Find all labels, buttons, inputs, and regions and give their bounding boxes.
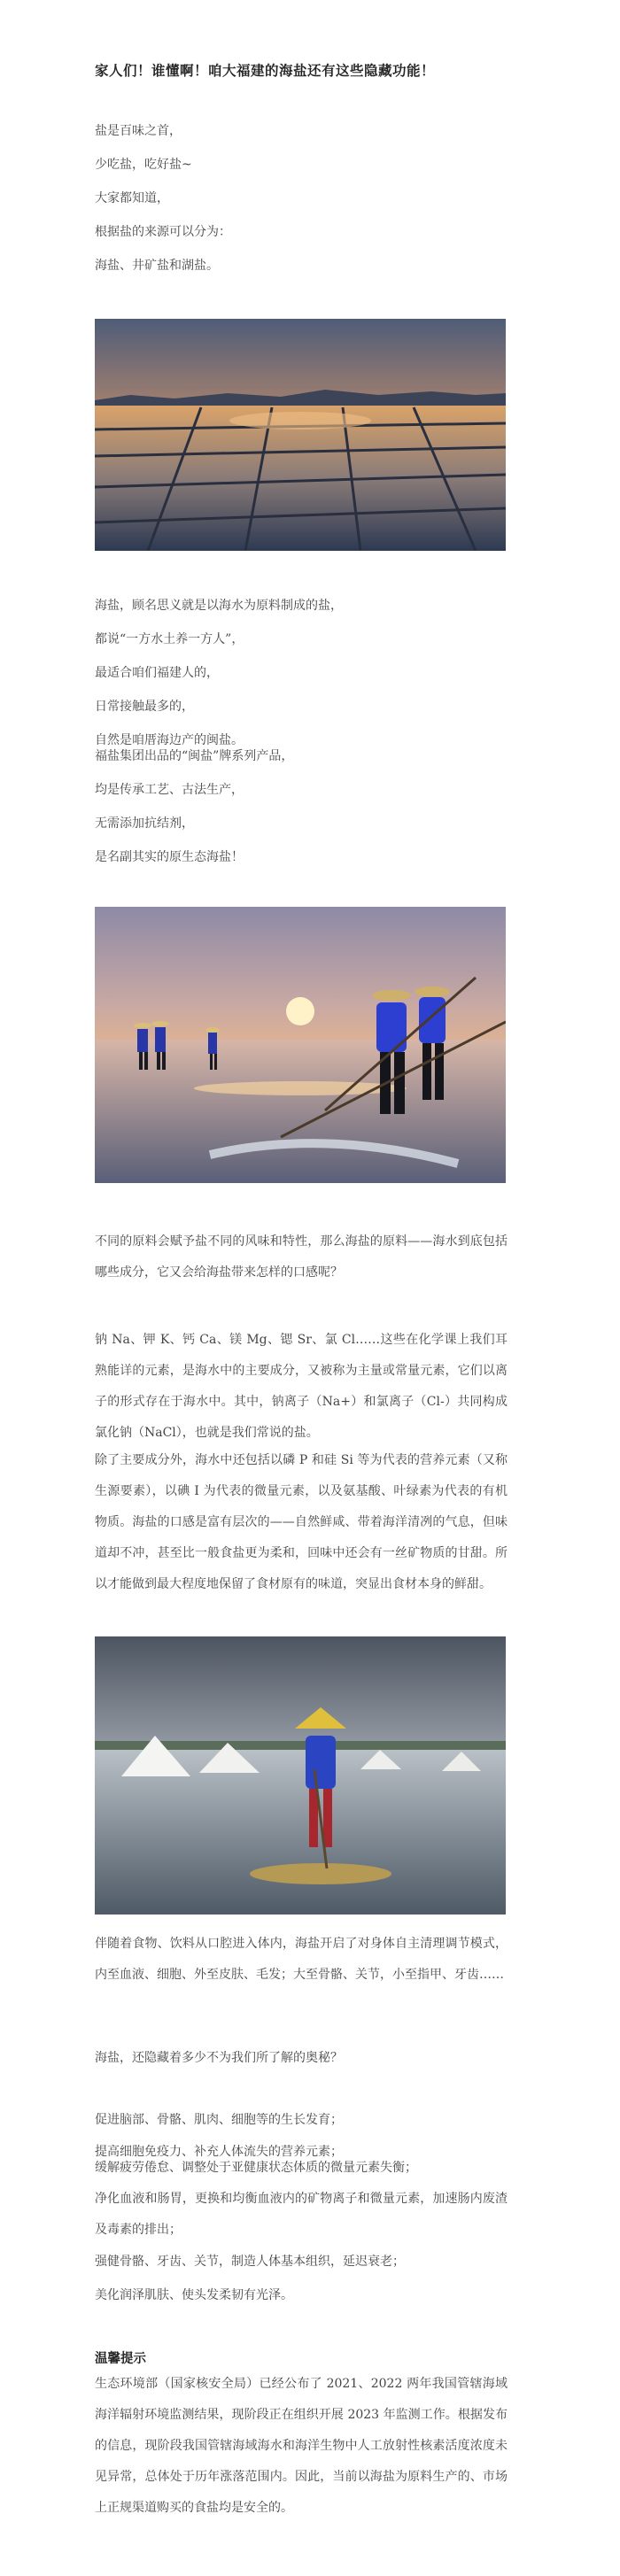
intro-line-5: 海盐、井矿盐和湖盐。 bbox=[95, 259, 219, 273]
intro-line-2: 少吃盐，吃好盐~ bbox=[95, 158, 192, 172]
benefit-item-1: 促进脑部、骨骼、肌肉、细胞等的生长发育； bbox=[95, 2113, 343, 2127]
tips-paragraph: 生态环境部（国家核安全局）已经公布了 2021、2022 两年我国管辖海域海洋辐射环境监测结果，现阶段正在组织开展 2023 年监测工作。根据发布的信息，现阶段我国管辖海域海水和海洋生物中人工放射性核素活度浓度未见异常，总体处于历年涨落范围内。因此，当前以海盐为原料生产的、市场上正规渠道购买的食盐均是安全的。 bbox=[95, 2377, 508, 2515]
salt-mountains-worker-photo bbox=[95, 1636, 506, 1915]
section2-line-6: 福盐集团出品的“闽盐”牌系列产品， bbox=[95, 749, 294, 763]
tips-heading: 温馨提示 bbox=[95, 2352, 146, 2366]
article-title: 家人们！谁懂啊！咱大福建的海盐还有这些隐藏功能！ bbox=[95, 63, 436, 79]
section2-line-8: 无需添加抗结剂， bbox=[95, 816, 194, 831]
section2-line-9: 是名副其实的原生态海盐！ bbox=[95, 850, 244, 864]
elements-paragraph: 钠 Na、钾 K、钙 Ca、镁 Mg、锶 Sr、氯 Cl……这些在化学课上我们耳熟能详的元素，是海水中的主要成分，又被称为主量或常量元素，它们以离子的形式存在于海水中。其中，钠离子（Na+）和氯离子（Cl-）共同构成氯化钠（NaCl），也就是我们常说的盐。 bbox=[95, 1333, 508, 1440]
benefit-item-5: 强健骨骼、牙齿、关节，制造人体基本组织，延迟衰老； bbox=[95, 2255, 405, 2269]
section2-line-1: 海盐，顾名思义就是以海水为原料制成的盐， bbox=[95, 599, 343, 613]
question-paragraph: 不同的原料会赋予盐不同的风味和特性，那么海盐的原料——海水到底包括哪些成分，它又会给海盐带来怎样的口感呢？ bbox=[95, 1234, 508, 1280]
benefit-item-3: 缓解疲劳倦怠、调整处于亚健康状态体质的微量元素失衡； bbox=[95, 2161, 417, 2175]
body-flow-paragraph: 伴随着食物、饮料从口腔进入体内，海盐开启了对身体自主清理调节模式，内至血液、细胞、外至皮肤、毛发；大至骨骼、关节，小至指甲、牙齿…… bbox=[95, 1937, 508, 1982]
nutrients-paragraph: 除了主要成分外，海水中还包括以磷 P 和硅 Si 等为代表的营养元素（又称生源要素），以碘 I 为代表的微量元素，以及氨基酸、叶绿素为代表的有机物质。海盐的口感是富有层次的——自然鲜咸、带着海洋清冽的气息，但味道却不冲，甚至比一般食盐更为柔和，回味中还会有一丝矿物质的甘甜。所以才能做到最大程度地保留了食材原有的味道，突显出食材本身的鲜甜。 bbox=[95, 1453, 508, 1591]
section2-line-4: 日常接触最多的， bbox=[95, 700, 194, 714]
salt-workers-sunset-photo bbox=[95, 907, 506, 1183]
secret-line: 海盐，还隐藏着多少不为我们所了解的奥秘？ bbox=[95, 2051, 343, 2065]
benefit-item-2: 提高细胞免疫力、补充人体流失的营养元素； bbox=[95, 2145, 343, 2159]
section2-line-2: 都说“一方水土养一方人”， bbox=[95, 632, 244, 646]
section2-line-7: 均是传承工艺、古法生产， bbox=[95, 783, 244, 797]
section2-line-3: 最适合咱们福建人的， bbox=[95, 666, 219, 680]
benefit-item-4: 净化血液和肠胃，更换和均衡血液内的矿物离子和微量元素，加速肠内废渣及毒素的排出； bbox=[95, 2192, 508, 2237]
benefit-item-6: 美化润泽肌肤、使头发柔韧有光泽。 bbox=[95, 2288, 293, 2302]
intro-line-3: 大家都知道， bbox=[95, 191, 169, 205]
section2-line-5: 自然是咱厝海边产的闽盐。 bbox=[95, 733, 244, 747]
salt-pans-sunset-photo bbox=[95, 319, 506, 551]
intro-line-1: 盐是百味之首， bbox=[95, 124, 182, 138]
intro-line-4: 根据盐的来源可以分为： bbox=[95, 225, 231, 239]
